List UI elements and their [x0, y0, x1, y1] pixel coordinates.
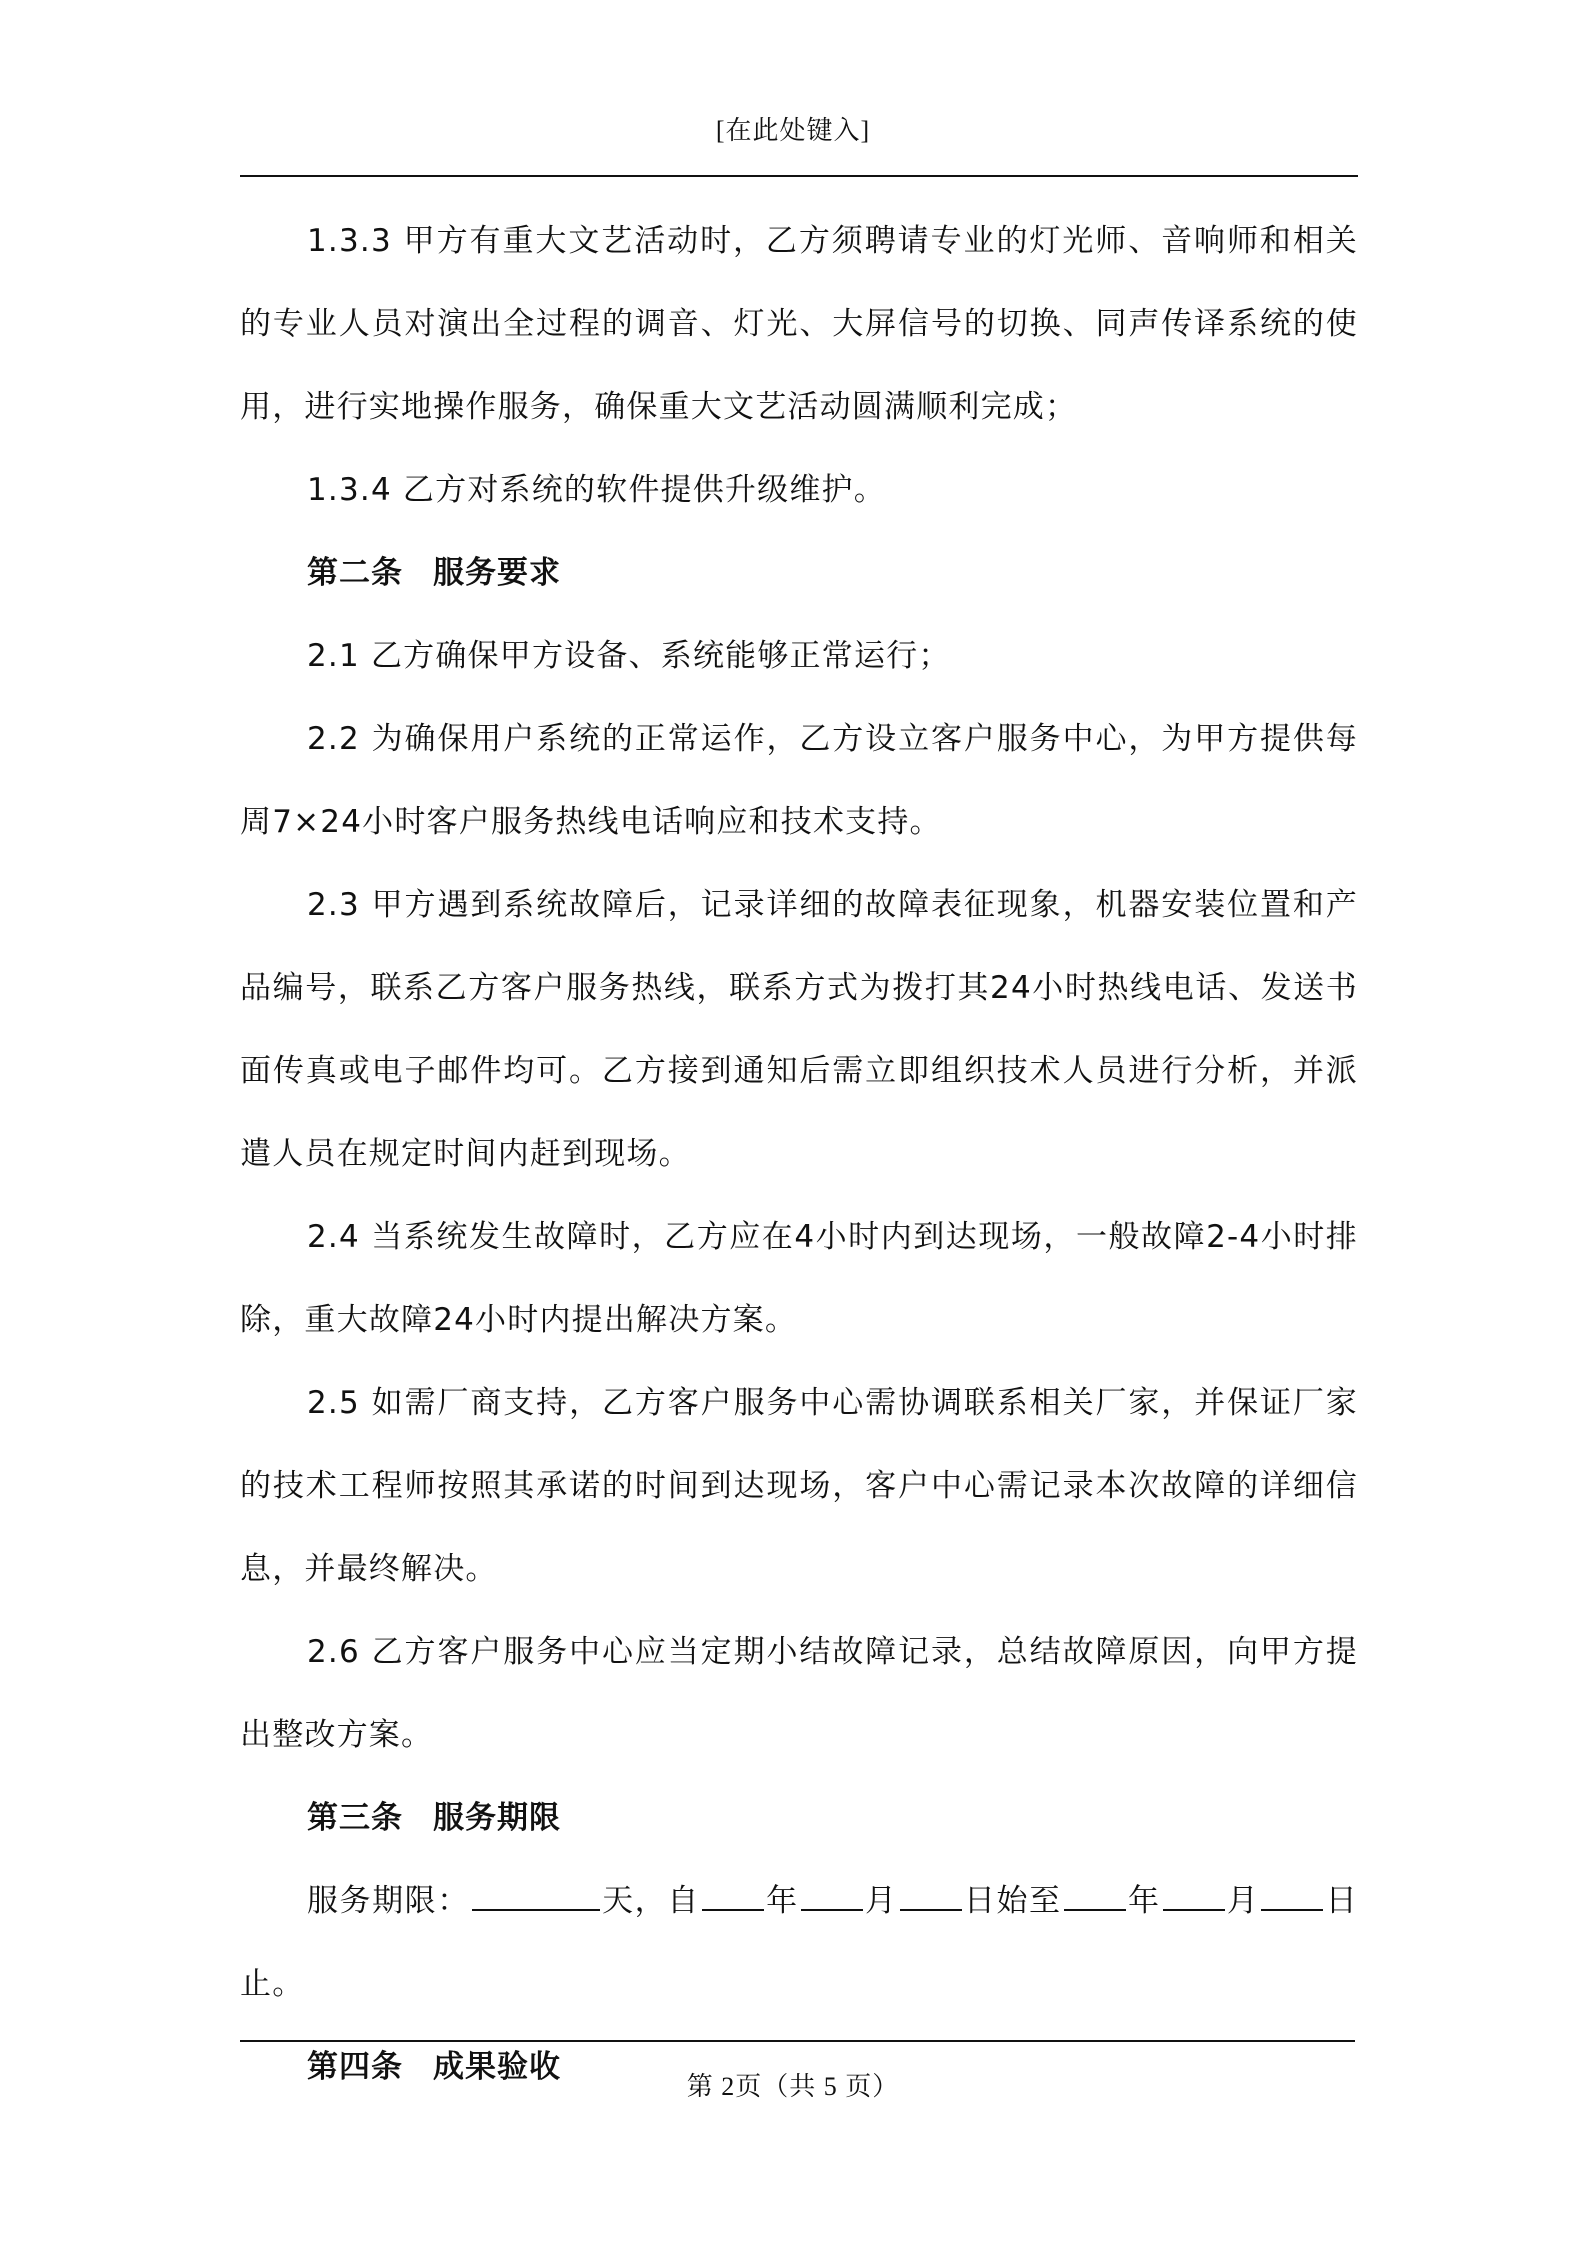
- article-number: 第三条: [307, 1800, 403, 1836]
- clause-2-5: 2.5 如需厂商支持，乙方客户服务中心需协调联系相关厂家，并保证厂家的技术工程师按照其承诺的时间到达现场，客户中心需记录本次故障的详细信息，并最终解决。: [240, 1385, 1358, 1587]
- document-body: [240, 200, 1358, 2109]
- term-year-text: 年: [1127, 1883, 1161, 1919]
- article-number: 第二条: [307, 555, 403, 591]
- page-number: 第 2页（共 5 页）: [686, 2072, 900, 2101]
- days-blank[interactable]: [472, 1881, 600, 1911]
- article-number: 第四条: [307, 2049, 403, 2085]
- article-2-heading: [240, 532, 1358, 615]
- article-title: 服务期限: [433, 1800, 561, 1836]
- term-year-text: 年: [765, 1883, 799, 1919]
- footer-divider: [240, 2040, 1355, 2042]
- page-header: [在此处键入]: [715, 116, 871, 145]
- clause-2-3: 2.3 甲方遇到系统故障后，记录详细的故障表征现象，机器安装位置和产品编号，联系乙方客户服务热线，联系方式为拨打其24小时热线电话、发送书面传真或电子邮件均可。乙方接到通知后需立即组织技术人员进行分析，并派遣人员在规定时间内赶到现场。: [240, 887, 1358, 1172]
- term-month-text: 月: [1226, 1883, 1260, 1919]
- article-3-heading: [240, 1777, 1358, 1860]
- end-day-blank[interactable]: [1261, 1881, 1323, 1911]
- clause-2-2: 2.2 为确保用户系统的正常运作，乙方设立客户服务中心，为甲方提供每周7×24小时客户服务热线电话响应和技术支持。: [240, 721, 1358, 840]
- end-month-blank[interactable]: [1163, 1881, 1225, 1911]
- term-month-text: 月: [864, 1883, 898, 1919]
- clause-1-3-3: 1.3.3 甲方有重大文艺活动时，乙方须聘请专业的灯光师、音响师和相关的专业人员对演出全过程的调音、灯光、大屏信号的切换、同声传译系统的使用，进行实地操作服务，确保重大文艺活动圆满顺利完成；: [240, 223, 1358, 425]
- term-days-text: 天，自: [601, 1883, 700, 1919]
- clause-2-4: 2.4 当系统发生故障时，乙方应在4小时内到达现场，一般故障2-4小时排除，重大故障24小时内提出解决方案。: [240, 1219, 1358, 1338]
- header-divider: [240, 175, 1358, 177]
- start-month-blank[interactable]: [801, 1881, 863, 1911]
- service-term-line: [240, 1860, 1358, 2026]
- start-day-blank[interactable]: [900, 1881, 962, 1911]
- clause-1-3-4: 1.3.4 乙方对系统的软件提供升级维护。: [307, 472, 886, 508]
- term-day-start-text: 日始至: [963, 1883, 1062, 1919]
- article-title: 服务要求: [433, 555, 561, 591]
- clause-2-1: 2.1 乙方确保甲方设备、系统能够正常运行；: [307, 638, 951, 674]
- term-label: 服务期限：: [307, 1883, 470, 1919]
- article-title: 成果验收: [433, 2049, 561, 2085]
- clause-2-6: 2.6 乙方客户服务中心应当定期小结故障记录，总结故障原因，向甲方提出整改方案。: [240, 1634, 1358, 1753]
- term-day-end-text: 日止。: [240, 1883, 1358, 2002]
- end-year-blank[interactable]: [1064, 1881, 1126, 1911]
- start-year-blank[interactable]: [702, 1881, 764, 1911]
